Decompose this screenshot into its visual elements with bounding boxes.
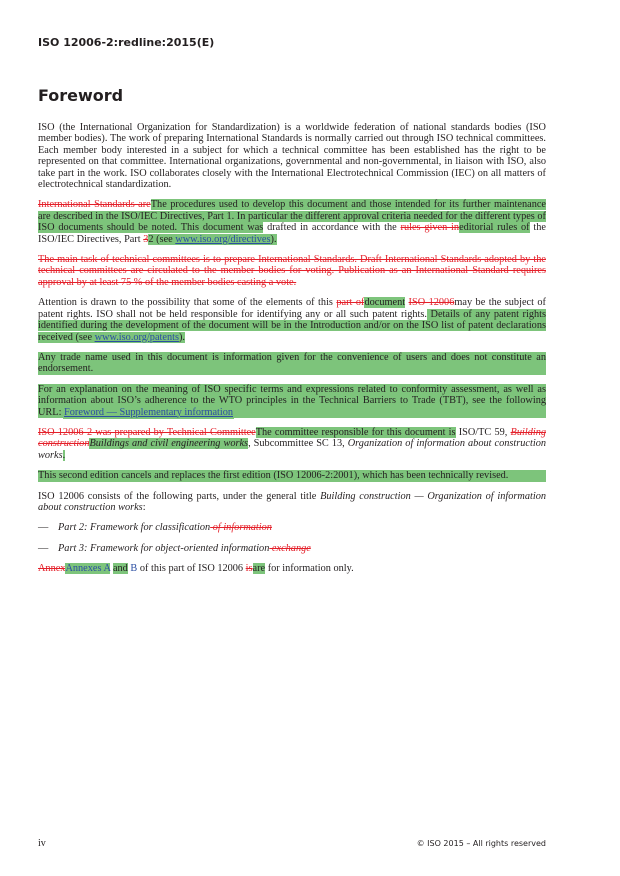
paragraph-text: the ISO/IEC Directives, Part — [38, 222, 547, 245]
document-id-header: ISO 12006-2:redline:2015(E) — [38, 36, 215, 49]
deleted-text: Building construction — [38, 426, 546, 450]
inserted-text: Details of any patent rights identified during the development of the document will be in the Introduction and/or on the ISO list of patent declarations received (see — [38, 308, 546, 343]
deleted-text: ISO 12006 — [408, 297, 455, 309]
paragraph-conformity — [38, 384, 546, 418]
deleted-text: exchange — [269, 542, 311, 554]
page-number: iv — [38, 838, 46, 849]
paragraph-committee — [38, 427, 546, 461]
deleted-text: part of — [336, 297, 365, 309]
paragraph-patent-rights — [38, 297, 546, 343]
paragraph-procedures — [38, 199, 546, 245]
inserted-text: . — [62, 449, 66, 461]
deleted-text: rules given in — [400, 222, 460, 234]
deleted-text: 3 — [143, 233, 149, 245]
paragraph-text: : — [142, 501, 146, 513]
list-item — [38, 543, 546, 554]
inserted-text: Buildings and civil engineering works — [89, 438, 249, 450]
inserted-text: ). — [178, 331, 185, 343]
inserted-text: The procedures used to develop this document and those intended for its further maintenance are described in the ISO/IEC Directives, Part 1. In particular the different approval criteria needed for the different types of ISO documents should be noted. This document was — [38, 199, 546, 234]
paragraph-second-edition: This second edition cancels and replaces the first edition (ISO 12006-2:2001), which has been technically revised. — [38, 470, 546, 481]
annex-b-ref[interactable]: B — [130, 563, 138, 575]
inserted-text: ). — [270, 233, 277, 245]
deleted-text: Annex — [38, 563, 66, 575]
inserted-text: 2 (see — [148, 233, 176, 245]
italic-text: Building construction — Organization of information about construction works — [38, 490, 546, 513]
inserted-text: Annexes A — [65, 563, 111, 575]
paragraph-text: drafted in accordance with the — [263, 222, 401, 234]
paragraph-trade-name: Any trade name used in this document is information given for the convenience of users and does not constitute an endorsement. — [38, 351, 546, 375]
paragraph-parts-intro — [38, 491, 546, 514]
paragraph-text: for information only. — [265, 563, 354, 575]
paragraph-text: ISO 12006 consists of the following parts, under the general title — [38, 490, 321, 502]
list-item-text: Part 3: Framework for object-oriented information — [58, 542, 270, 554]
paragraph-text: may be the subject of patent rights. ISO shall not be held responsible for identifying any or all such patent rights. — [38, 297, 546, 320]
patents-link[interactable]: www.iso.org/patents — [94, 331, 179, 343]
copyright-notice: © ISO 2015 – All rights reserved — [416, 839, 546, 848]
foreword-body — [38, 122, 546, 584]
list-dash: — — [38, 542, 49, 554]
deleted-text: ISO 12006-2 was prepared by Technical Committee — [38, 426, 256, 438]
page-title: Foreword — [38, 86, 124, 105]
inserted-text: document — [364, 297, 406, 309]
paragraph-text: Attention is drawn to the possibility that some of the elements of this — [38, 297, 337, 309]
paragraph-annexes — [38, 563, 546, 574]
inserted-text: editorial rules of — [459, 222, 530, 234]
list-item — [38, 522, 546, 533]
deleted-text: of information — [210, 522, 272, 534]
inserted-text: and — [112, 563, 128, 575]
italic-text: Organization of information about construction works — [38, 438, 546, 461]
list-item-text: Part 2: Framework for classification — [58, 522, 211, 534]
list-dash: — — [38, 522, 49, 534]
paragraph-text: of this part of ISO 12006 — [137, 563, 246, 575]
deleted-text: is — [245, 563, 253, 575]
inserted-text: The committee responsible for this document is — [255, 426, 456, 438]
paragraph-iso-intro: ISO (the International Organization for Standardization) is a worldwide federation of national standards bodies (ISO member bodies). The work of preparing International Standards is normally carried out through ISO technical committees. Each member body interested in a subject for which a technical committee has been established has the right to be represented on that committee. International organizations, governmental and non-governmental, in liaison with ISO, also take part in the work. ISO collaborates closely with the International Electrotechnical Commission (IEC) on all matters of electrotechnical standardization. — [38, 122, 546, 191]
directives-link[interactable]: www.iso.org/directives — [175, 233, 271, 245]
paragraph-deleted-main-task: The main task of technical committees is to prepare International Standards. Draft International Standards adopted by the technical committees are circulated to the member bodies for voting. Publication as an International Standard requires approval by at least 75 % of the member bodies casting a vote. — [38, 254, 546, 288]
inserted-text: are — [252, 563, 266, 575]
deleted-text: International Standards are — [38, 199, 151, 211]
paragraph-text: , Subcommittee SC 13, — [248, 438, 348, 450]
paragraph-text: For an explanation on the meaning of ISO specific terms and expressions related to conformity assessment, as well as information about ISO’s adherence to the WTO principles in the Technical Barriers to Trade (TBT), see the following URL: — [38, 383, 546, 418]
paragraph-text: ISO/TC 59, — [455, 426, 511, 438]
supplementary-info-link[interactable]: Foreword — Supplementary information — [64, 406, 234, 418]
